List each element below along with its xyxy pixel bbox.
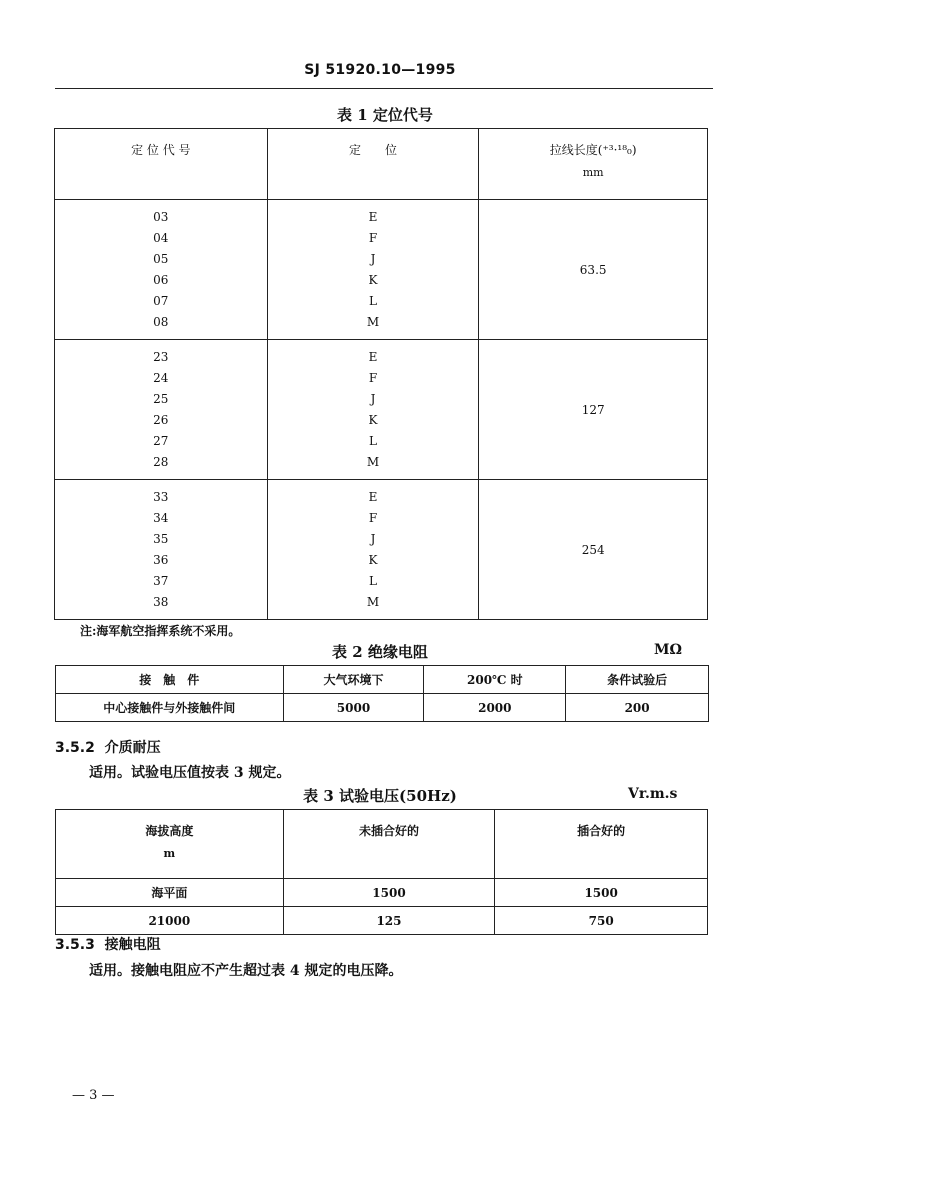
table1 — [54, 128, 708, 620]
table1-length: 254 — [479, 480, 708, 620]
table1-length-unit: mm — [582, 166, 604, 179]
table3-unit: Vr.m.s — [628, 786, 678, 802]
table1-header-position: 定 位 — [267, 129, 479, 200]
table1-caption: 表 1 定位代号 — [337, 106, 433, 124]
table1-header-code: 定 位 代 号 — [55, 129, 268, 200]
table-row: 接 触 件 大气环境下 200℃ 时 条件试验后 — [56, 666, 709, 694]
table1-header-length: 拉线长度(⁺³·¹⁸₀) mm — [479, 129, 708, 200]
table1-codes: 33 34 35 36 37 38 — [55, 480, 268, 620]
section-3-5-2-heading: 3.5.2 介质耐压 — [55, 740, 161, 756]
section-3-5-2-text: 适用。试验电压值按表 3 规定。 — [89, 765, 291, 781]
table3-caption: 表 3 试验电压(50Hz) — [303, 787, 457, 805]
table1-group — [55, 340, 708, 480]
table1-length: 127 — [479, 340, 708, 480]
section-3-5-3-heading: 3.5.3 接触电阻 — [55, 937, 161, 953]
document-header: SJ 51920.10—1995 — [304, 62, 456, 78]
table1-group — [55, 480, 708, 620]
table-row: 21000 125 750 — [56, 907, 708, 935]
table2-unit: MΩ — [654, 642, 682, 658]
table-row: 中心接触件与外接触件间 5000 2000 200 — [56, 694, 709, 722]
page-number: — 3 — — [72, 1088, 115, 1103]
header-rule — [55, 88, 713, 89]
table1-group — [55, 200, 708, 340]
table1-positions: E F J K L M — [267, 340, 479, 480]
table3 — [55, 809, 708, 935]
section-3-5-3-text: 适用。接触电阻应不产生超过表 4 规定的电压降。 — [89, 963, 403, 979]
table2 — [55, 665, 709, 722]
table1-note: 注:海军航空指挥系统不采用。 — [80, 624, 241, 638]
table1-length: 63.5 — [479, 200, 708, 340]
table1-codes: 23 24 25 26 27 28 — [55, 340, 268, 480]
table1-codes: 03 04 05 06 07 08 — [55, 200, 268, 340]
table3-altitude-unit: m — [163, 847, 176, 860]
table-row: 海拔高度 m 未插合好的 插合好的 — [56, 810, 708, 879]
table2-caption: 表 2 绝缘电阻 — [332, 643, 428, 661]
table-row: 海平面 1500 1500 — [56, 879, 708, 907]
table1-positions: E F J K L M — [267, 200, 479, 340]
table1-positions: E F J K L M — [267, 480, 479, 620]
